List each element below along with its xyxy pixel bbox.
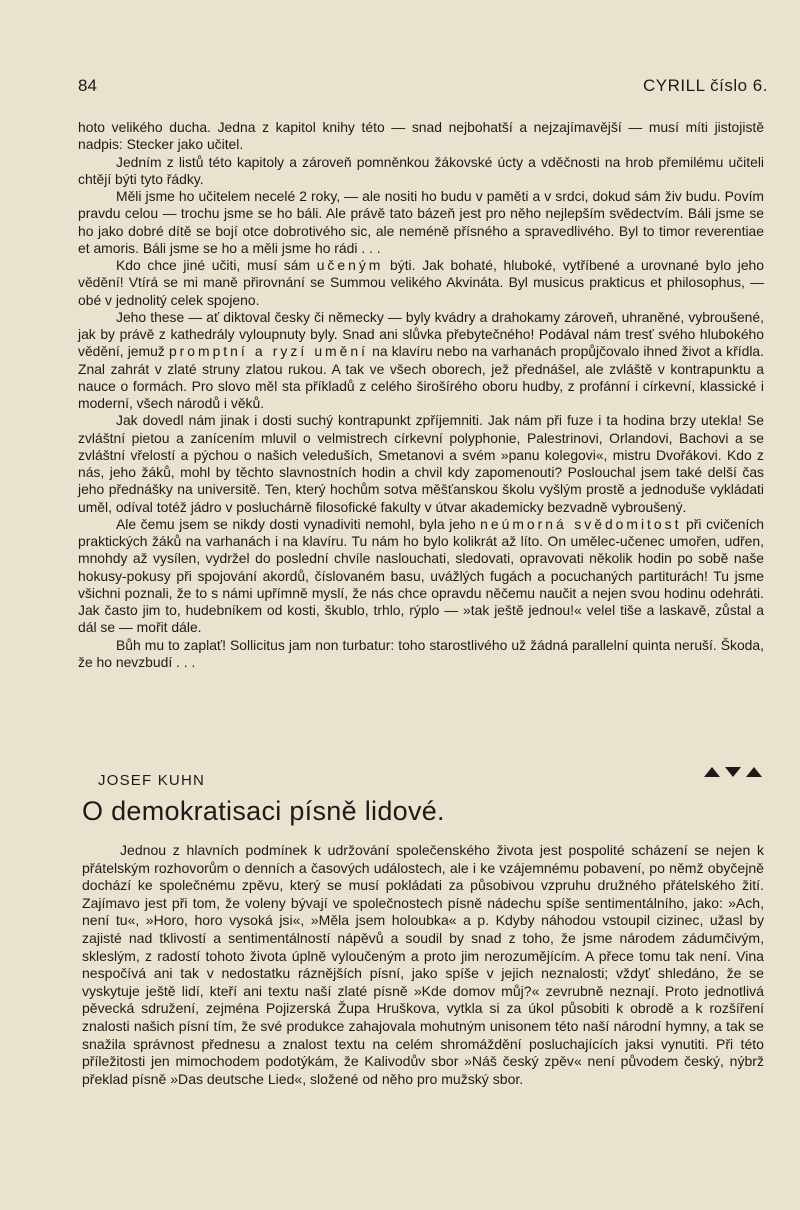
paragraph: Bůh mu to zaplať! Sollicitus jam non turbatur: toho starostlivého už žádná parallelní quinta neruší. Škoda, že ho nevzbudí . . .: [78, 636, 764, 670]
text-run: Jeho these — ať diktoval česky či německy — byly kvádry a drahokamy zároveň, uhraněné, vybroušené, jak by právě z kathedrály vyloupnuty byly. Snad ani slůvka přebytečného! Podával nám tresť svého hlubokého vědění, jemuž: [78, 308, 764, 360]
paragraph: [78, 516, 764, 637]
article-title: O demokratisaci písně lidové.: [82, 796, 445, 826]
triangle-ornament-icon: [702, 764, 764, 778]
paragraph: hoto velikého ducha. Jedna z kapitol knihy této — snad nejbohatší a nejzajímavější — musí míti jistojistě nadpis: Stecker jako učitel.: [78, 119, 764, 153]
journal-title: CYRILL číslo 6.: [643, 76, 768, 95]
article-body: [82, 842, 764, 1088]
article-author: JOSEF KUHN: [98, 772, 206, 789]
text-run: Kdo chce jiné učiti, musí sám: [116, 257, 317, 273]
paragraph: Jednou z hlavních podmínek k udržování společenského života jest pospolité scházení se nejen k přátelským rozhovorům o denních a časových událostech, ale i ke vzájemnému pobavení, po němž obyčejně dochází ke společnému zpěvu, který se musí pokládati za působivou vzpruhu družného přátelského žití. Zajímavo jest při tom, že voleny bývají ve společnostech písně nádechu spíše sentimentálního, jako: »Ach, není tu«, »Horo, horo vysoká jsi«, »Měla jsem holoubka« a p. Kdyby náhodou vstoupil cizinec, užasl by zajisté nad tklivostí a sentimentálností nápěvů a soudil by snad z toho, že jsme národem zádumčivým, skleslým, z radostí tohoto života úplně vyloučeným a proto jim nerozumějícím. A přece tomu tak není. Vina nespočívá ani tak v nedostatku ráznějších písní, jako spíše v jejich neznalosti; vždyť shledáno, že se vyskytuje ještě lidí, kteří ani textu naší zlaté písně »Kde domov můj?« zevrubně neznají. Proto jednotlivá pěvecká sdružení, zejména Pojizerská Župa Hruškova, vytkla si za úkol působiti k obrodě a k rozšíření znalosti našich písní tím, že své produkce zahajovala mohutným unisonem této naší národní hymny, a tak se snažila správnost přednesu a znalost textu na celém shromáždění posluchajících jaksi vynutiti. Při této příležitosti jen mimochodem podotýkám, že Kalivodův sbor »Náš český zpěv« není původem český, nýbrž překlad písně »Das deutsche Lied«, složené od něho pro mužský sbor.: [82, 842, 764, 1087]
paragraph: [78, 257, 764, 309]
text-run: při cvičeních praktických žáků na varhanách i na klavíru. Tu nám ho bylo kolikrát až líto. On umělec-učenec umořen, udřen, mnohdy až vysílen, vydržel do poslední chvíle naslouchati, sledovati, opravovati několik hodin po sobě naše hokusy-pokusy při spojování akordů, číslovaném basu, uvážlých fugách a pocuchaných partiturách! Tu jsme všichni poznali, že to s námi upřímně myslí, že nás chce opravdu něčemu naučit a nejen svou hodinu odehráti. Jak často jim to, hudebníkem od kosti, škublo, trhlo, rýplo — »tak ještě jednou!« velel tiše a laskavě, zůstal a dál se — mořit dále.: [78, 515, 765, 636]
page-header: [78, 76, 768, 100]
spaced-emphasis: promptní a ryzí umění: [168, 343, 368, 360]
paragraph: Jedním z listů této kapitoly a zároveň pomněnkou žákovské úcty a vděčnosti na hrob přemilému učiteli chtějí býti tyto řádky.: [78, 153, 764, 187]
paragraph: Měli jsme ho učitelem necelé 2 roky, — ale nositi ho budu v paměti a v srdci, dokud sám živ budu. Povím pravdu celou — trochu jsme se ho báli. Ale právě tato bázeň jest pro něho nejlepším svědectvím. Báli jsme se ho jako dobré dítě se bojí otce dobrotivého sic, ale neméně přísného a spravedlivého. Byl to timor reverentiae et amoris. Báli jsme se ho a měli jsme ho rádi . . .: [78, 188, 764, 256]
text-run: na klavíru nebo na varhanách propůjčovalo ihned život a křídla. Znal zahrát v zlaté struny zlatou rukou. A tak ve všech oborech, jež přednášel, ale zvláště v kontrapunktu a nauce o formách. Pro slovo měl sta příkladů z celého širošírého oboru hudby, z profánní i církevní, klassické i moderní, všech národů i věků.: [78, 343, 764, 411]
spaced-emphasis: učeným: [316, 257, 384, 273]
paragraph: [78, 309, 764, 413]
spaced-emphasis: neúmorná svědomitost: [480, 515, 682, 532]
text-run: Ale čemu jsem se nikdy dosti vynadiviti nemohl, byla jeho: [116, 515, 481, 532]
paragraph: Jak dovedl nám jinak i dosti suchý kontrapunkt zpříjemniti. Jak nám při fuze i ta hodina brzy utekla! Se zvláštní pietou a zanícením mluvil o velmistrech církevní polyphonie, Palestrinovi, Orlandovi, Bachovi a se zvláštní vřelostí a pýchou o našich veleduších, Smetanovi a svém »panu kolegovi«, mistru Dvořákovi. Kdo z nás, jeho žáků, mohl by těchto slavnostních hodin a chvil kdy zapomenouti? Poslouchal jsem také delší čas jeho přednášky na universitě. Ten, který hochům sotva měšťanskou školu vyšlým prostě a jednoduše vykládati uměl, odíval totéž jádro v posluchárně filosofické fakulty v útvar akademicky bezvadně vybroušený.: [78, 412, 764, 515]
text-run: býti. Jak bohaté, hluboké, vytříbené a urovnané bylo jeho vědění! Vtírá se mi maně přirovnání se Summou velikého Akvináta. Byl musicus prakticus et philosophus, — obé v jednolitý celek spojeno.: [78, 257, 764, 308]
continued-article: [78, 119, 764, 671]
page-number: 84: [78, 76, 97, 95]
